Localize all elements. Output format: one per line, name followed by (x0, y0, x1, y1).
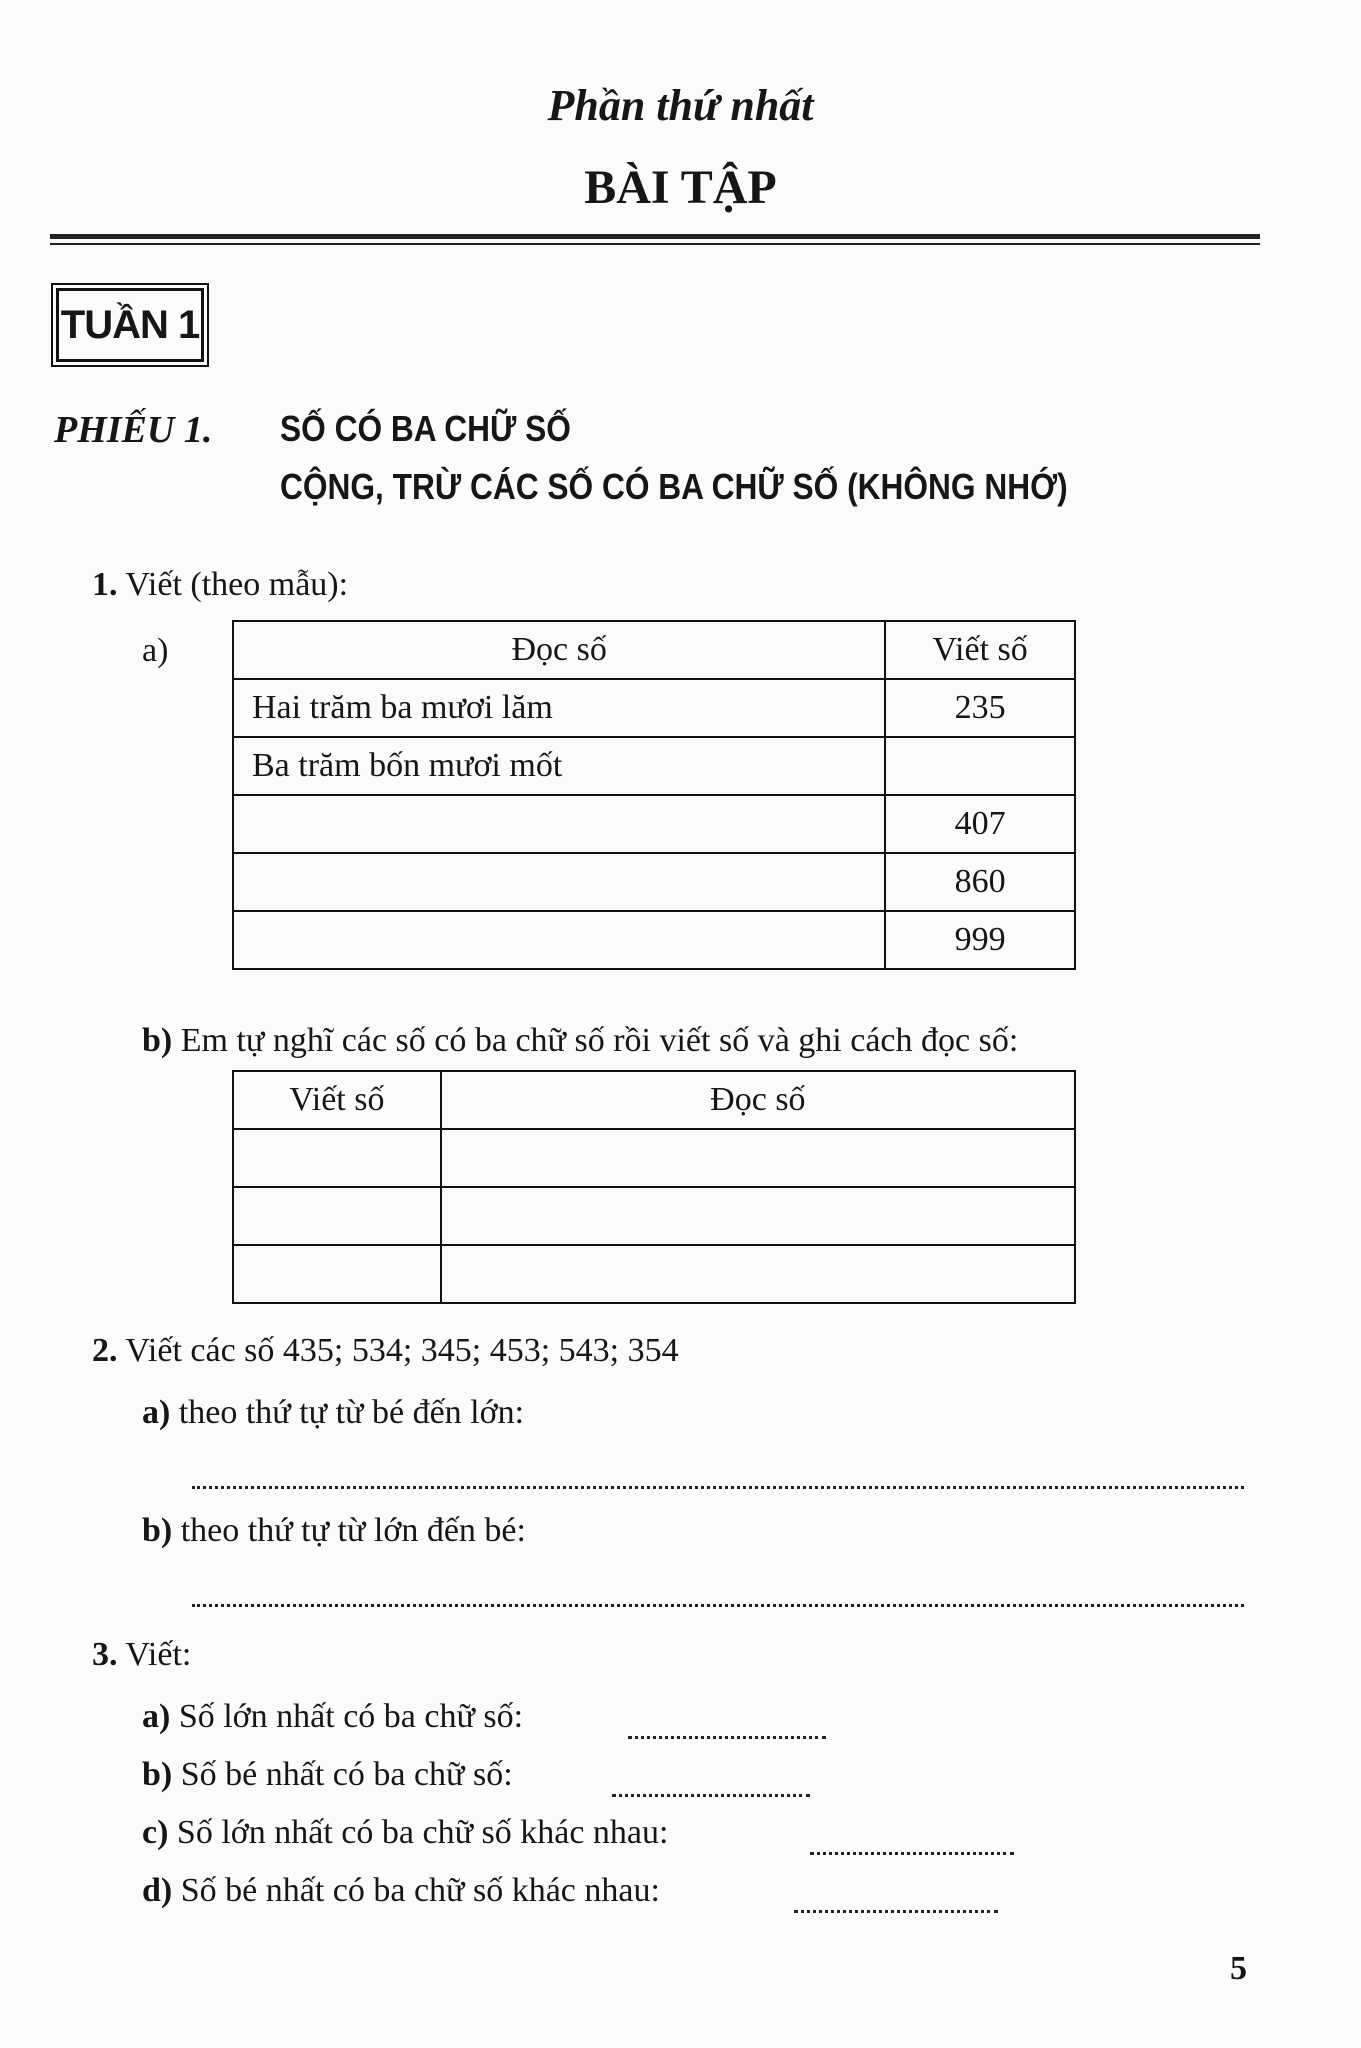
sheet-title-line2: CỘNG, TRỪ CÁC SỐ CÓ BA CHỮ SỐ (KHÔNG NHỚ) (280, 466, 1068, 507)
part-title: Phần thứ nhất (547, 81, 814, 130)
table-cell-reading: Ba trăm bốn mươi mốt (233, 737, 885, 795)
exercise1-part-b-label: b) (142, 1022, 173, 1059)
sheet-title-line1: SỐ CÓ BA CHỮ SỐ (280, 408, 571, 449)
table-cell-reading[interactable] (441, 1129, 1075, 1187)
exercise3-item (142, 1756, 513, 1794)
table-row (233, 853, 1075, 911)
table-cell-number: 999 (885, 911, 1075, 969)
table-header-cell: Viết số (233, 1071, 441, 1129)
table-cell-reading[interactable] (233, 795, 885, 853)
table-cell-number[interactable] (233, 1187, 441, 1245)
exercise3-item (142, 1872, 660, 1910)
table-row (233, 1129, 1075, 1187)
table-cell-number[interactable] (233, 1245, 441, 1303)
table-cell-number: 860 (885, 853, 1075, 911)
exercise3-item-label: a) (142, 1698, 171, 1735)
exercise2-part-b-text: theo thứ tự từ lớn đến bé: (180, 1512, 526, 1549)
exercise2-part-a (142, 1394, 524, 1432)
table-row (233, 795, 1075, 853)
read-write-table (232, 620, 1076, 970)
table-cell-number: 407 (885, 795, 1075, 853)
exercise2-part-b-label: b) (142, 1512, 173, 1549)
answer-line[interactable] (810, 1852, 1014, 1855)
exercise2-part-a-text: theo thứ tự từ bé đến lớn: (178, 1394, 525, 1431)
header-rule-thick (50, 234, 1260, 239)
table-row (233, 737, 1075, 795)
exercise2-instruction: Viết các số 435; 534; 345; 453; 543; 354 (125, 1332, 679, 1369)
exercise3-item (142, 1698, 523, 1736)
table-cell-number[interactable] (885, 737, 1075, 795)
page-title: BÀI TẬP (584, 161, 777, 214)
exercise3-heading (92, 1636, 191, 1674)
sheet-label: PHIẾU 1. (54, 409, 213, 451)
table-cell-reading[interactable] (233, 853, 885, 911)
answer-line[interactable] (192, 1486, 1244, 1489)
exercise3-item-label: b) (142, 1756, 173, 1793)
table-cell-reading: Hai trăm ba mươi lăm (233, 679, 885, 737)
exercise3-instruction: Viết: (125, 1636, 192, 1673)
answer-line[interactable] (628, 1736, 826, 1739)
table-header-row (233, 1071, 1075, 1129)
week-label-box: TUẦN 1 (56, 288, 204, 362)
exercise1-heading (92, 566, 348, 604)
exercise2-number: 2. (92, 1332, 118, 1369)
exercise2-part-b (142, 1512, 526, 1550)
table-row (233, 679, 1075, 737)
exercise1-part-b (142, 1022, 1018, 1060)
header-rule-thin (50, 243, 1260, 245)
table-header-cell: Viết số (885, 621, 1075, 679)
exercise3-item-text: Số bé nhất có ba chữ số: (180, 1756, 513, 1793)
table-cell-reading[interactable] (233, 911, 885, 969)
table-header-cell: Đọc số (233, 621, 885, 679)
exercise3-item-text: Số lớn nhất có ba chữ số: (178, 1698, 524, 1735)
exercise1-number: 1. (92, 566, 118, 603)
exercise1-instruction: Viết (theo mẫu): (125, 566, 349, 603)
exercise1-part-a-label: a) (142, 632, 169, 669)
write-read-table (232, 1070, 1076, 1304)
exercise3-item-text: Số lớn nhất có ba chữ số khác nhau: (176, 1814, 669, 1851)
exercise2-part-a-label: a) (142, 1394, 171, 1431)
exercise3-item-label: c) (142, 1814, 169, 1851)
answer-line[interactable] (612, 1794, 810, 1797)
table-header-row (233, 621, 1075, 679)
table-cell-reading[interactable] (441, 1187, 1075, 1245)
exercise3-item (142, 1814, 668, 1852)
table-row (233, 1187, 1075, 1245)
table-row (233, 1245, 1075, 1303)
page-number: 5 (1230, 1950, 1247, 1987)
table-cell-number[interactable] (233, 1129, 441, 1187)
exercise3-number: 3. (92, 1636, 118, 1673)
answer-line[interactable] (794, 1910, 998, 1913)
exercise1-part-b-text: Em tự nghĩ các số có ba chữ số rồi viết số và ghi cách đọc số: (180, 1022, 1019, 1059)
exercise2-heading (92, 1332, 679, 1370)
answer-line[interactable] (192, 1604, 1244, 1607)
exercise3-item-text: Số bé nhất có ba chữ số khác nhau: (180, 1872, 660, 1909)
table-row (233, 911, 1075, 969)
table-cell-number: 235 (885, 679, 1075, 737)
table-cell-reading[interactable] (441, 1245, 1075, 1303)
exercise3-item-label: d) (142, 1872, 173, 1909)
table-header-cell: Đọc số (441, 1071, 1075, 1129)
